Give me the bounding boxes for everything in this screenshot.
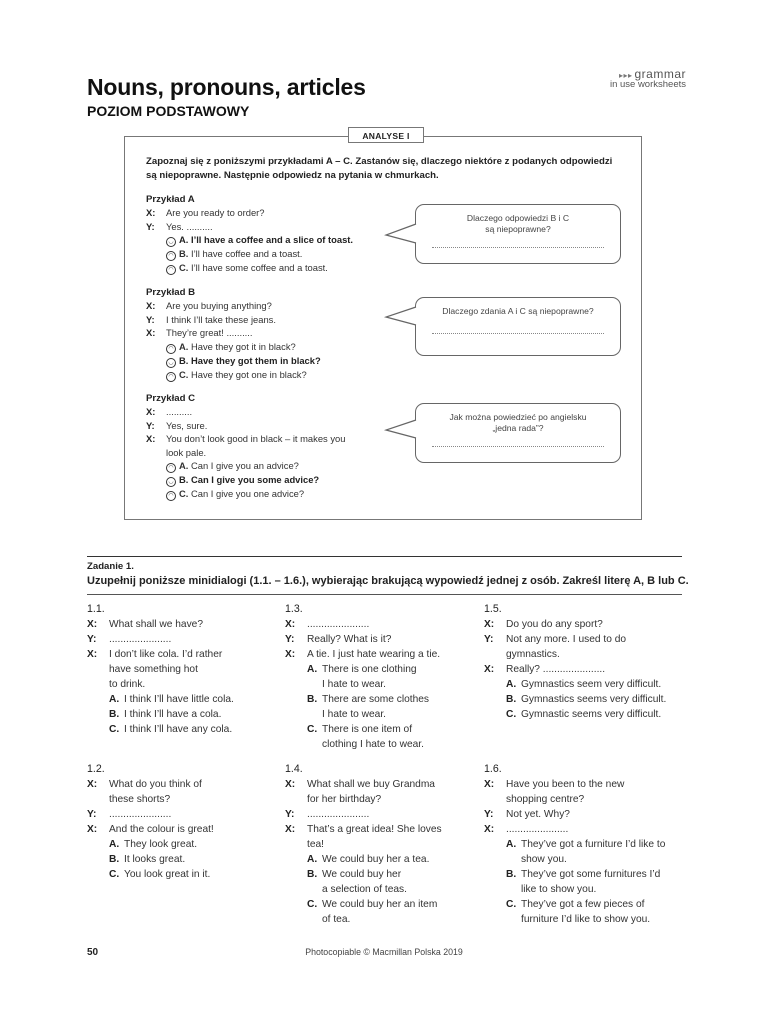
Y-text: Y: — [484, 809, 494, 820]
letter-text: A. — [179, 234, 189, 245]
spk-text: X: — [146, 207, 156, 218]
option-a[interactable] — [87, 837, 277, 852]
a-text: We could buy her a tea. — [322, 854, 430, 865]
text-text: I’ll have a coffee and a slice of toast. — [190, 234, 354, 245]
Y-text: Y: — [285, 634, 295, 645]
text-text: They’re great! .......... — [166, 327, 253, 338]
option-c[interactable] — [87, 867, 277, 882]
text-fragment — [285, 807, 475, 822]
b1-text: They’ve got some furnitures I’d — [521, 869, 661, 880]
B-text: B. — [506, 694, 517, 705]
spk-text: Y: — [146, 220, 155, 232]
bubble-question: są niepoprawne? — [485, 224, 551, 234]
bubble-tail — [384, 305, 418, 329]
example-c-heading: Przykład C — [146, 393, 196, 404]
letter-text: B. — [179, 474, 189, 485]
b-text: I think I’ll have a cola. — [124, 709, 222, 720]
A-text: A. — [109, 694, 120, 705]
option-a[interactable] — [484, 837, 682, 852]
b1-text: There are some clothes — [322, 694, 430, 705]
option-b[interactable] — [484, 692, 682, 707]
text-fragment — [386, 224, 416, 243]
example-option — [146, 261, 353, 275]
exercise-1-5 — [484, 602, 682, 722]
page-number: 50 — [87, 947, 99, 958]
intro-line-2: są niepoprawne. Następnie odpowiedz na pytania w chmurkach. — [146, 170, 439, 181]
X-text: X: — [87, 824, 98, 835]
text-fragment — [484, 822, 682, 837]
c2-text: of tea. — [322, 914, 351, 925]
x2a-text: I don’t like cola. I’d rather — [109, 649, 223, 660]
a-text: Gymnastics seem very difficult. — [521, 679, 662, 690]
text-fragment — [285, 632, 475, 647]
text-fragment — [87, 777, 277, 792]
example-line — [146, 313, 321, 327]
item-number: 1.1. — [87, 603, 105, 615]
letter-text: C. — [179, 262, 189, 273]
bubble-tail — [384, 418, 418, 442]
A-text: A. — [506, 679, 517, 690]
example-b-heading: Przykład B — [146, 287, 196, 298]
example-line — [146, 220, 353, 234]
option-a[interactable] — [87, 692, 277, 707]
intro-line-1: Zapoznaj się z poniższymi przykładami A – C. Zastanów się, dlaczego niektóre z podanych odpowiedzi — [146, 156, 613, 167]
C-text: C. — [506, 899, 517, 910]
X-text: X: — [285, 619, 296, 630]
example-b — [146, 287, 321, 382]
option-b[interactable] — [87, 707, 277, 722]
C-text: C. — [307, 899, 318, 910]
divider — [87, 594, 682, 595]
text-text: Can I give you some advice? — [190, 474, 320, 485]
example-option — [146, 233, 353, 247]
example-a-heading: Przykład A — [146, 194, 195, 205]
spk-text: Y: — [146, 313, 155, 325]
task-heading: Zadanie 1. — [87, 561, 134, 572]
page-subtitle: POZIOM PODSTAWOWY — [87, 103, 250, 119]
speech-bubble-b — [415, 297, 621, 356]
letter-text: C. — [179, 368, 189, 380]
item-number: 1.3. — [285, 603, 303, 615]
example-option — [146, 487, 345, 501]
brand-top: grammar — [634, 67, 686, 81]
example-line — [146, 206, 353, 220]
x1-text: Do you do any sport? — [506, 619, 603, 630]
answer-gap[interactable]: ...................... — [109, 634, 172, 645]
smiley-face-icon: ◡ — [166, 237, 176, 247]
divider — [87, 556, 682, 557]
speech-bubble-c — [415, 403, 621, 463]
B-text: B. — [307, 869, 318, 880]
option-c[interactable] — [285, 722, 475, 737]
answer-line[interactable] — [432, 333, 604, 334]
sad-face-icon: ◠ — [166, 265, 176, 275]
exercise-1-3 — [285, 602, 475, 752]
X-text: X: — [484, 619, 495, 630]
sad-face-icon: ◠ — [166, 251, 176, 261]
option-c[interactable] — [87, 722, 277, 737]
text-fragment — [87, 647, 277, 662]
a1-text: There is one clothing — [322, 664, 417, 675]
y1b-text: gymnastics. — [506, 649, 560, 660]
x1b-text: these shorts? — [109, 794, 171, 805]
arrows-icon: ▸▸▸ — [618, 71, 633, 80]
text-text: Are you buying anything? — [166, 300, 272, 311]
spk-text: Y: — [146, 419, 155, 431]
text-text: Are you ready to order? — [166, 207, 265, 218]
text-text: look pale. — [166, 446, 207, 458]
a2-text: show you. — [521, 854, 567, 865]
page-title: Nouns, pronouns, articles — [87, 74, 366, 100]
bubble-question: Jak można powiedzieć po angielsku — [449, 412, 587, 422]
item-number: 1.5. — [484, 603, 502, 615]
analyse-tab: ANALYSE I — [348, 127, 424, 143]
y1-text: Really? What is it? — [307, 634, 392, 645]
example-line — [146, 419, 345, 433]
exercise-1-4 — [285, 762, 475, 927]
letter-text: A. — [179, 340, 189, 352]
X-text: X: — [87, 649, 98, 660]
x1a-text: What shall we buy Grandma — [307, 779, 435, 790]
X-text: X: — [484, 664, 495, 675]
B-text: B. — [109, 854, 120, 865]
b-text: It looks great. — [124, 854, 186, 865]
text-text: Have they got them in black? — [190, 354, 321, 366]
C-text: C. — [109, 724, 120, 735]
Y-text: Y: — [285, 809, 295, 820]
A-text: A. — [307, 664, 318, 675]
letter-text: B. — [179, 248, 189, 259]
answer-line[interactable] — [432, 247, 604, 248]
text-text: Can I give you an advice? — [190, 460, 299, 471]
letter-text: B. — [179, 354, 189, 366]
x1a-text: Have you been to the new — [506, 779, 625, 790]
b2-text: a selection of teas. — [322, 884, 407, 895]
answer-gap[interactable]: Really? ...................... — [506, 664, 606, 675]
text-text: Yes, sure. — [166, 419, 208, 431]
analyse-intro — [146, 155, 621, 183]
text-fragment — [484, 807, 682, 822]
option-b[interactable] — [285, 867, 475, 882]
a1-text: They’ve got a furniture I’d like to — [521, 839, 666, 850]
text-text: I’ll have coffee and a toast. — [190, 248, 303, 259]
A-text: A. — [109, 839, 120, 850]
text-fragment — [285, 647, 475, 662]
example-a — [146, 194, 353, 275]
c1-text: They’ve got a few pieces of — [521, 899, 645, 910]
text-fragment — [386, 307, 416, 325]
answer-gap[interactable]: ...................... — [109, 809, 172, 820]
spk-text: X: — [146, 406, 156, 417]
exercise-1-2 — [87, 762, 277, 882]
x2-text: A tie. I just hate wearing a tie. — [307, 649, 441, 660]
C-text: C. — [307, 724, 318, 735]
example-line — [146, 446, 345, 460]
spk-text: X: — [146, 433, 156, 444]
sad-face-icon: ◠ — [166, 344, 176, 354]
brand-logo — [596, 67, 686, 90]
x2b-text: tea! — [307, 839, 324, 850]
a-text: I think I’ll have little cola. — [124, 694, 234, 705]
item-number: 1.2. — [87, 763, 105, 775]
option-c[interactable] — [484, 897, 682, 912]
example-line — [146, 432, 345, 446]
c-text: I think I’ll have any cola. — [124, 724, 233, 735]
option-b[interactable] — [87, 852, 277, 867]
c2-text: furniture I’d like to show you. — [521, 914, 651, 925]
smiley-face-icon: ◡ — [166, 477, 176, 487]
text-text: Have they got one in black? — [190, 368, 307, 380]
example-option — [146, 368, 321, 382]
example-option — [146, 459, 345, 473]
y1-text: Not yet. Why? — [506, 809, 570, 820]
B-text: B. — [506, 869, 517, 880]
b1-text: We could buy her — [322, 869, 402, 880]
option-a[interactable] — [285, 852, 475, 867]
X-text: X: — [285, 649, 296, 660]
b2-text: like to show you. — [521, 884, 597, 895]
text-fragment — [87, 617, 277, 632]
text-fragment — [484, 777, 682, 792]
letter-text: C. — [179, 488, 189, 499]
X-text: X: — [285, 824, 296, 835]
text-text: I’ll have some coffee and a toast. — [190, 262, 328, 273]
y1a-text: Not any more. I used to do — [506, 634, 627, 645]
x2a-text: That’s a great idea! She loves — [307, 824, 442, 835]
A-text: A. — [307, 854, 318, 865]
sad-face-icon: ◠ — [166, 463, 176, 473]
example-c — [146, 393, 345, 501]
C-text: C. — [506, 709, 517, 720]
example-option — [146, 354, 321, 368]
answer-gap[interactable]: ...................... — [506, 824, 569, 835]
text-fragment — [285, 822, 475, 837]
Y-text: Y: — [87, 634, 97, 645]
example-option — [146, 473, 345, 487]
text-text: .......... — [166, 406, 193, 417]
text-fragment — [484, 632, 682, 647]
text-fragment — [87, 807, 277, 822]
text-fragment — [285, 777, 475, 792]
text-fragment — [386, 420, 416, 438]
example-line — [146, 326, 321, 340]
Y-text: Y: — [87, 809, 97, 820]
c1-text: We could buy her an item — [322, 899, 438, 910]
X-text: X: — [87, 779, 98, 790]
option-c[interactable] — [285, 897, 475, 912]
spk-text: X: — [146, 300, 156, 311]
example-line — [146, 299, 321, 313]
A-text: A. — [506, 839, 517, 850]
text-text: You don’t look good in black – it makes you — [166, 433, 346, 444]
bubble-tail — [384, 222, 418, 246]
example-option — [146, 247, 353, 261]
task-instruction: Uzupełnij poniższe minidialogi (1.1. – 1.6.), wybierając brakującą wypowiedź jednej z osób. Zakreśl literę A, B lub C. — [87, 575, 689, 587]
option-a[interactable] — [285, 662, 475, 677]
X-text: X: — [484, 824, 495, 835]
option-c[interactable] — [484, 707, 682, 722]
option-b[interactable] — [285, 692, 475, 707]
smiley-face-icon: ◡ — [166, 358, 176, 368]
B-text: B. — [109, 709, 120, 720]
bubble-question: „jedna rada”? — [492, 423, 544, 433]
exercise-1-1 — [87, 602, 277, 737]
bubble-question: Dlaczego odpowiedzi B i C — [466, 213, 570, 223]
item-number: 1.6. — [484, 763, 502, 775]
copyright-footer: Photocopiable © Macmillan Polska 2019 — [305, 947, 463, 957]
x2c-text: to drink. — [109, 679, 146, 690]
x1b-text: shopping centre? — [506, 794, 585, 805]
answer-gap[interactable]: ...................... — [307, 809, 370, 820]
text-fragment — [87, 632, 277, 647]
C-text: C. — [109, 869, 120, 880]
answer-line[interactable] — [432, 446, 604, 447]
option-b[interactable] — [484, 867, 682, 882]
sad-face-icon: ◠ — [166, 372, 176, 382]
X-text: X: — [484, 779, 495, 790]
bubble-question: Dlaczego zdania A i C są niepoprawne? — [442, 306, 594, 316]
text-text: I think I’ll take these jeans. — [166, 313, 276, 325]
X-text: X: — [87, 619, 98, 630]
B-text: B. — [307, 694, 318, 705]
option-a[interactable] — [484, 677, 682, 692]
text-fragment — [484, 662, 682, 677]
answer-gap[interactable]: ...................... — [307, 619, 370, 630]
example-line — [146, 405, 345, 419]
text-fragment — [285, 617, 475, 632]
brand-bottom: in use worksheets — [609, 79, 686, 90]
exercise-1-6 — [484, 762, 682, 927]
c1-text: There is one item of — [322, 724, 413, 735]
c-text: Gymnastic seems very difficult. — [521, 709, 662, 720]
spk-text: X: — [146, 327, 156, 338]
b-text: Gymnastics seems very difficult. — [521, 694, 667, 705]
c-text: You look great in it. — [124, 869, 211, 880]
x1a-text: What do you think of — [109, 779, 202, 790]
x2-text: And the colour is great! — [109, 824, 214, 835]
letter-text: A. — [179, 460, 189, 471]
text-text: Yes. .......... — [166, 220, 213, 232]
text-fragment — [87, 822, 277, 837]
text-fragment — [484, 617, 682, 632]
b2-text: I hate to wear. — [322, 709, 386, 720]
example-option — [146, 340, 321, 354]
c2-text: clothing I hate to wear. — [322, 739, 424, 750]
speech-bubble-a — [415, 204, 621, 264]
x1-text: What shall we have? — [109, 619, 204, 630]
item-number: 1.4. — [285, 763, 303, 775]
x1b-text: for her birthday? — [307, 794, 382, 805]
x2b-text: have something hot — [109, 664, 198, 675]
X-text: X: — [285, 779, 296, 790]
text-text: Have they got it in black? — [190, 340, 296, 352]
a2-text: I hate to wear. — [322, 679, 386, 690]
sad-face-icon: ◠ — [166, 491, 176, 501]
a-text: They look great. — [124, 839, 198, 850]
text-text: Can I give you one advice? — [190, 488, 305, 499]
Y-text: Y: — [484, 634, 494, 645]
